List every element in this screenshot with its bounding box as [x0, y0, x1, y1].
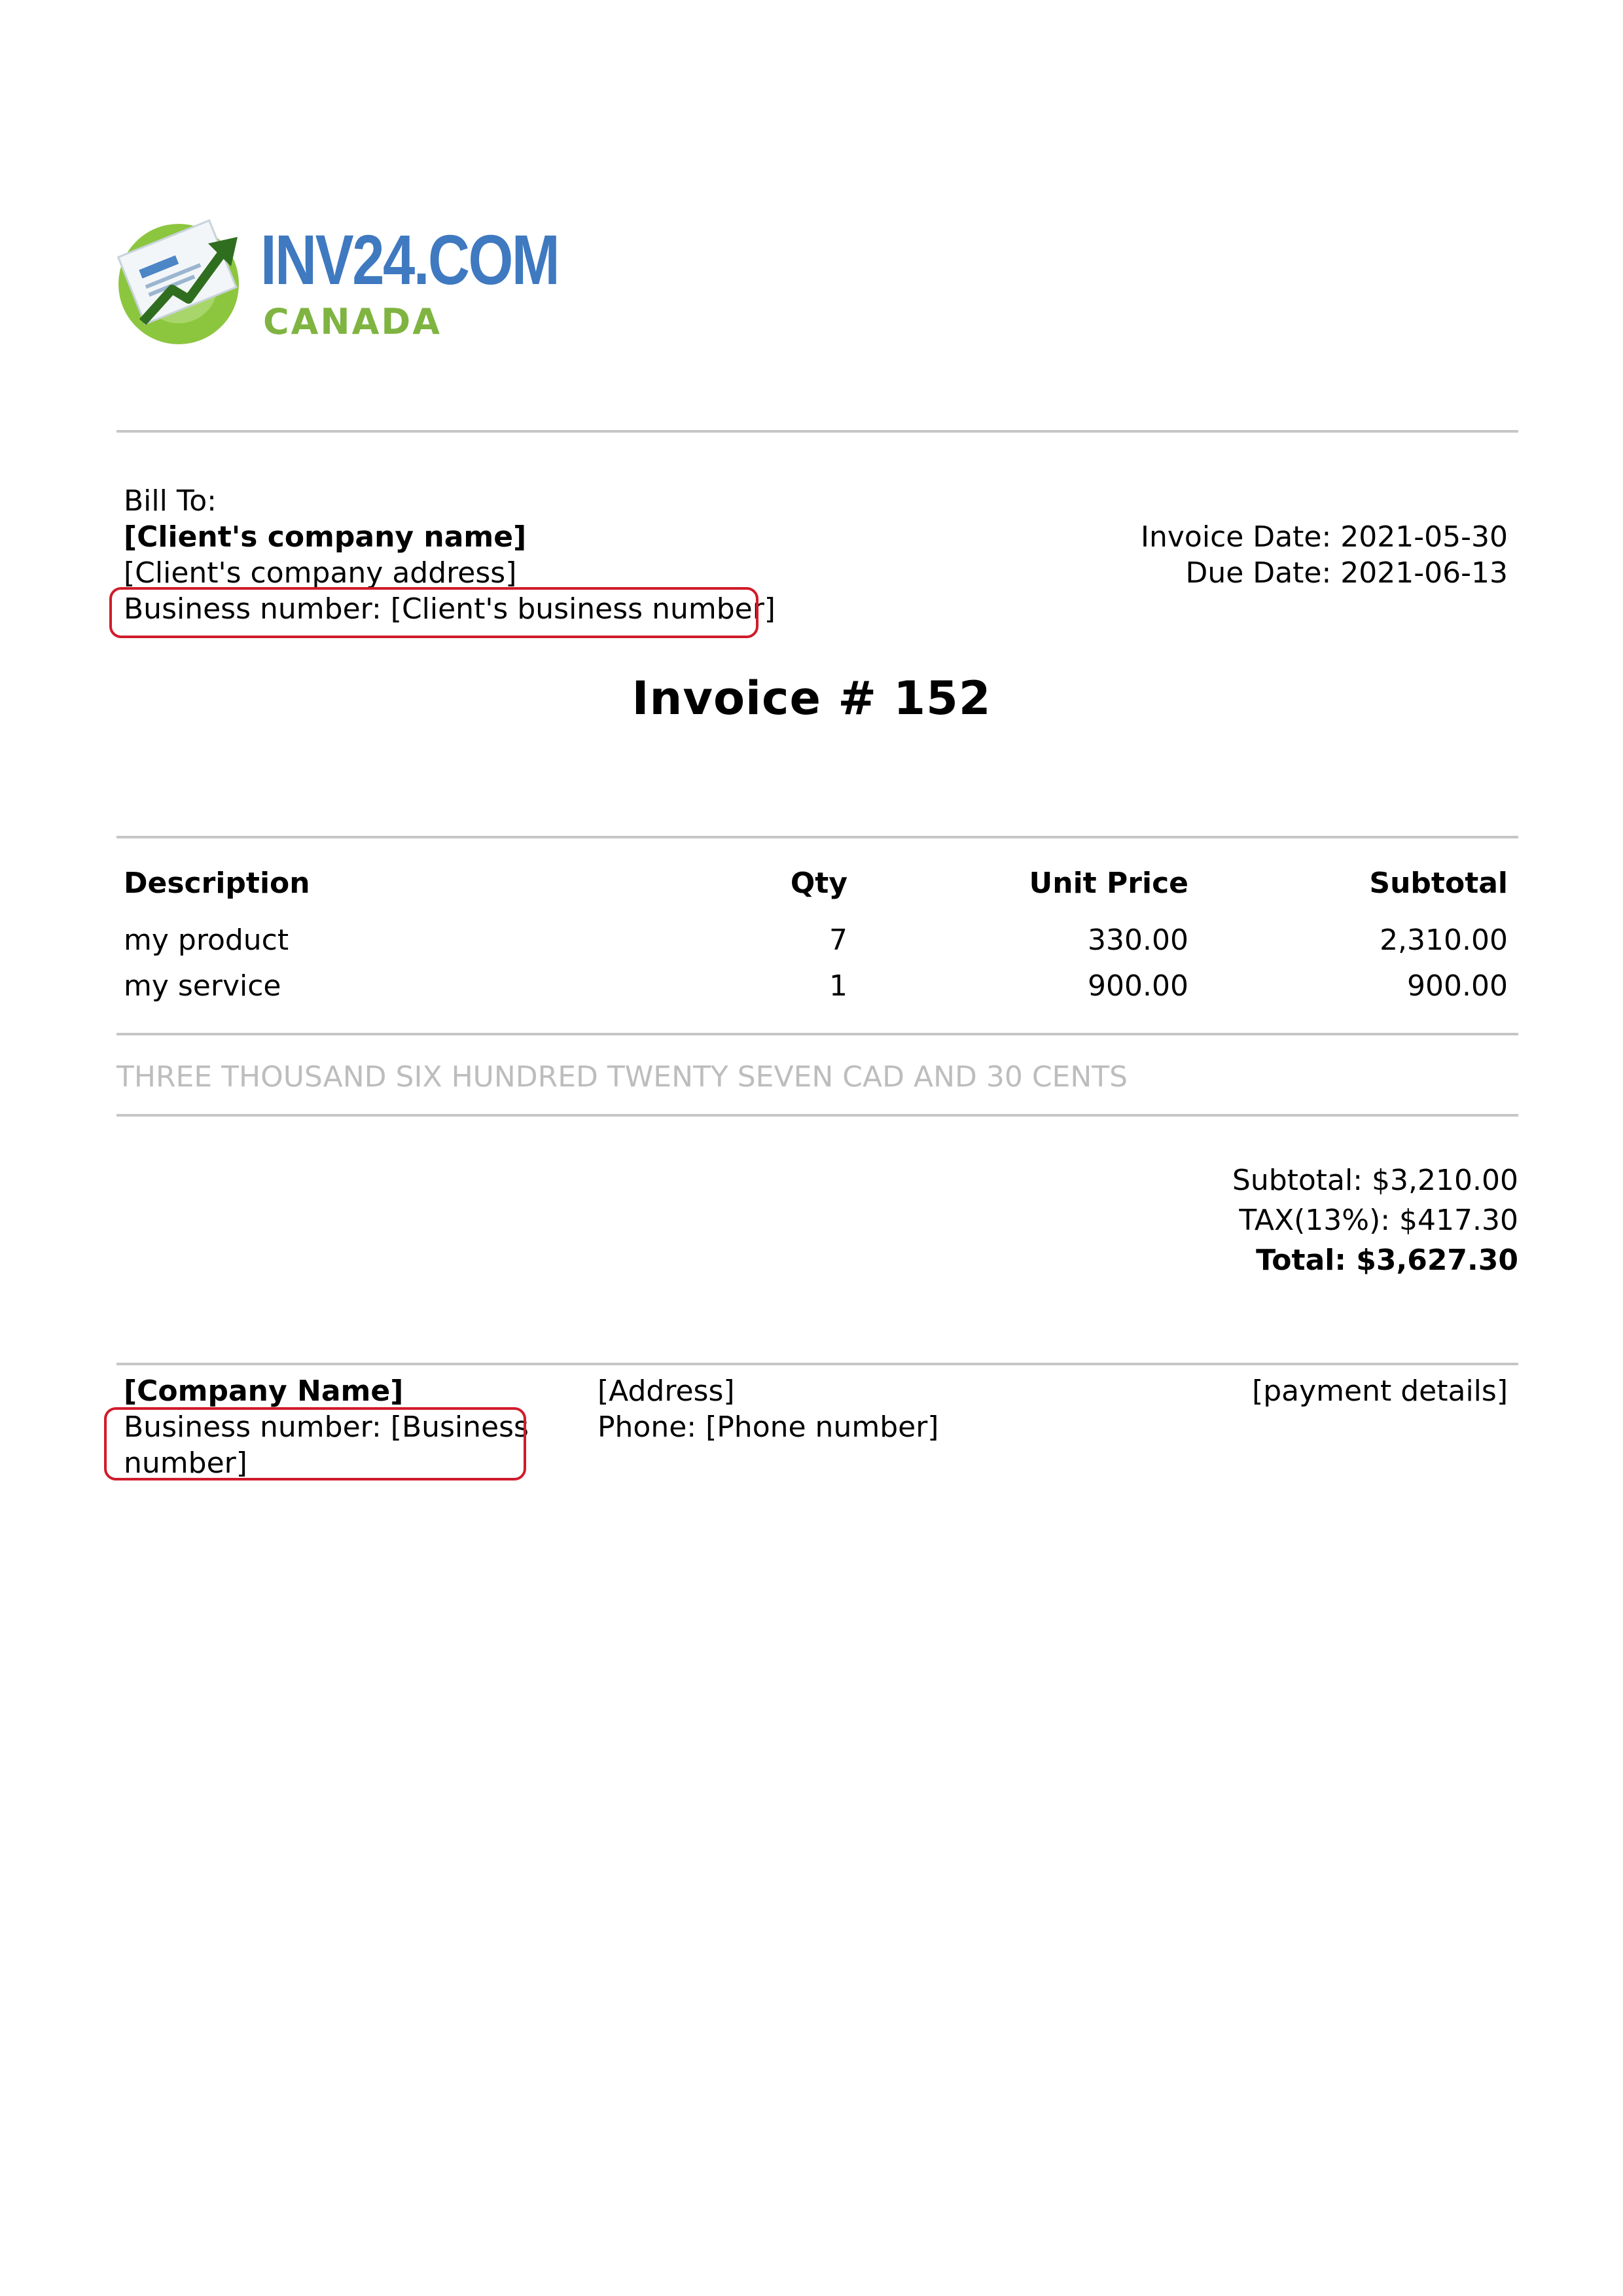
row-subtotal: 900.00	[1407, 969, 1508, 1003]
row-description: my service	[124, 969, 281, 1003]
row-description: my product	[124, 924, 289, 957]
totals-subtotal: Subtotal: $3,210.00	[1232, 1164, 1518, 1197]
footer-address: [Address]	[597, 1374, 735, 1408]
invoice-title: Invoice # 152	[632, 672, 991, 725]
invoice-date: Invoice Date: 2021-05-30	[1141, 520, 1508, 554]
amount-in-words: THREE THOUSAND SIX HUNDRED TWENTY SEVEN CAD AND 30 CENTS	[116, 1060, 1128, 1094]
table-top-divider	[116, 836, 1518, 838]
client-business-number-highlight	[109, 587, 758, 638]
logo-region-text: CANADA	[263, 301, 442, 342]
row-subtotal: 2,310.00	[1380, 924, 1508, 957]
amount-divider	[116, 1114, 1518, 1117]
table-bottom-divider	[116, 1033, 1518, 1035]
footer-business-number-line1: Business number: [Business	[124, 1410, 529, 1444]
invoice-growth-arrow-icon	[116, 211, 247, 348]
logo-brand-text: INV24.COM	[260, 220, 559, 299]
header-divider	[116, 430, 1518, 433]
footer-business-number-highlight	[104, 1407, 526, 1480]
totals-total: Total: $3,627.30	[1256, 1244, 1518, 1277]
row-qty: 7	[829, 924, 847, 957]
row-unit-price: 900.00	[1088, 969, 1188, 1003]
footer-business-number-line2: number]	[124, 1446, 247, 1480]
row-qty: 1	[829, 969, 847, 1003]
client-company-address: [Client's company address]	[124, 556, 517, 590]
header-qty: Qty	[790, 867, 847, 900]
client-company-name: [Client's company name]	[124, 520, 527, 554]
totals-tax: TAX(13%): $417.30	[1239, 1204, 1518, 1237]
header-description: Description	[124, 867, 310, 900]
footer-phone: Phone: [Phone number]	[597, 1410, 939, 1444]
footer-divider	[116, 1363, 1518, 1365]
header-unit-price: Unit Price	[1029, 867, 1188, 900]
row-unit-price: 330.00	[1088, 924, 1188, 957]
bill-to-label: Bill To:	[124, 484, 217, 518]
client-business-number: Business number: [Client's business number]	[124, 592, 776, 626]
footer-payment-details: [payment details]	[1252, 1374, 1508, 1408]
company-logo	[116, 211, 559, 348]
due-date: Due Date: 2021-06-13	[1185, 556, 1508, 590]
header-subtotal: Subtotal	[1369, 867, 1508, 900]
footer-company-name: [Company Name]	[124, 1374, 404, 1408]
